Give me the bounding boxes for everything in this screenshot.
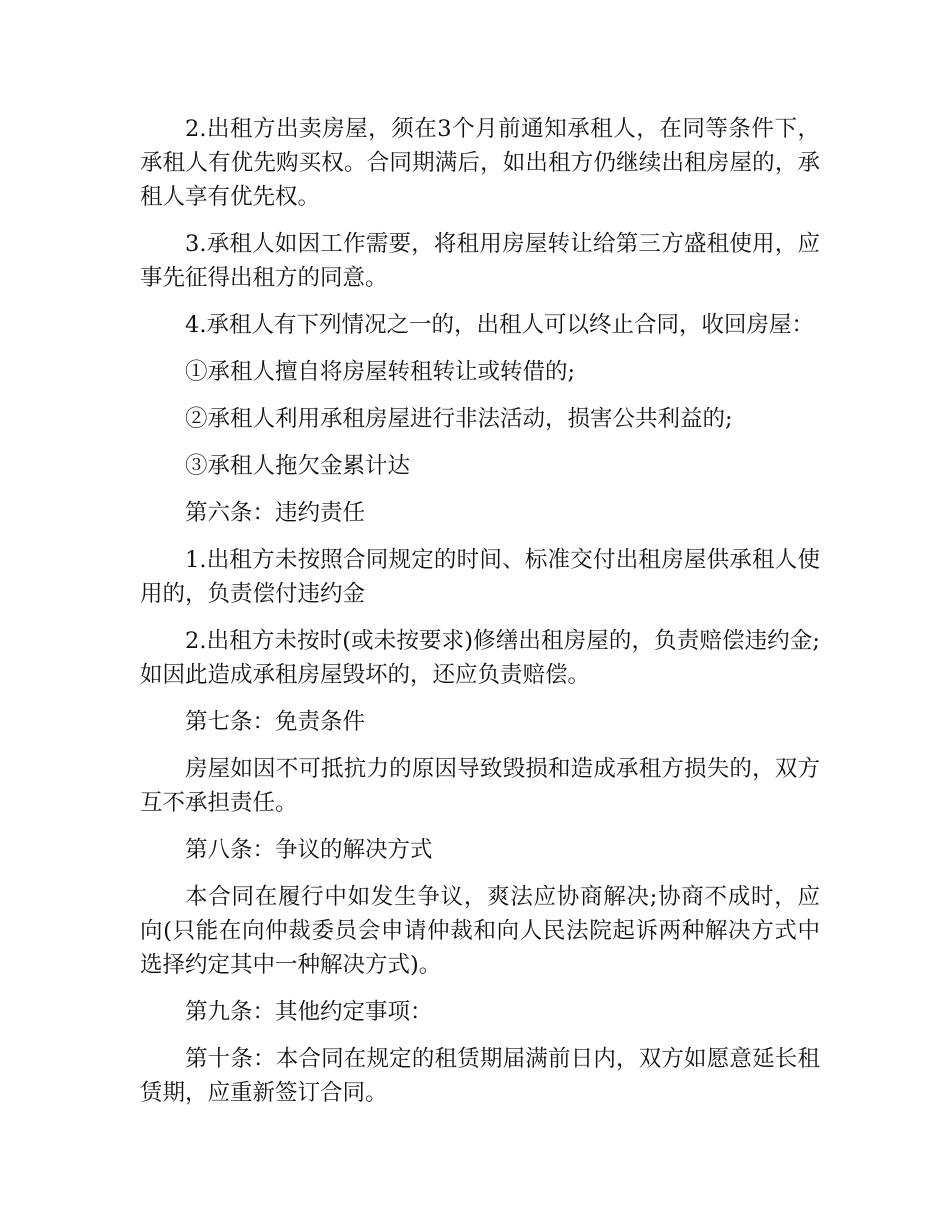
clause-2-sale-notice: 2.出租方出卖房屋，须在3个月前通知承租人，在同等条件下，承租人有优先购买权。合同期满后，如出租方仍继续出租房屋的，承租人享有优先权。 [140, 116, 820, 210]
article-8-body: 本合同在履行中如发生争议，爽法应协商解决;协商不成时，应向(只能在向仲裁委员会申请仲裁和向人民法院起诉两种解决方式中选择约定其中一种解决方式)。 [140, 884, 820, 978]
article-6-item-1: 1.出租方未按照合同规定的时间、标准交付出租房屋供承租人使用的，负责偿付违约金 [140, 547, 820, 607]
termination-item-1: ①承租人擅自将房屋转租转让或转借的; [185, 359, 576, 385]
article-6-item-2: 2.出租方未按时(或未按要求)修缮出租房屋的，负责赔偿违约金;如因此造成承租房屋毁坏的，还应负责赔偿。 [140, 628, 820, 688]
article-8-heading: 第八条：争议的解决方式 [185, 837, 433, 863]
clause-4-termination: 4.承租人有下列情况之一的，出租人可以终止合同，收回房屋： [185, 312, 814, 338]
article-7-heading: 第七条：免责条件 [185, 709, 366, 735]
termination-item-3: ③承租人拖欠金累计达 [185, 453, 411, 479]
document-page [140, 112, 820, 1123]
article-10-body: 第十条：本合同在规定的租赁期届满前日内，双方如愿意延长租赁期，应重新签订合同。 [140, 1046, 820, 1106]
article-9-heading: 第九条：其他约定事项： [185, 999, 433, 1025]
termination-item-2: ②承租人利用承租房屋进行非法活动，损害公共利益的; [185, 406, 733, 432]
clause-3-sublet-consent: 3.承租人如因工作需要，将租用房屋转让给第三方盛租使用，应事先征得出租方的同意。 [140, 231, 820, 291]
article-6-heading: 第六条：违约责任 [185, 500, 366, 526]
article-7-body: 房屋如因不可抵抗力的原因导致毁损和造成承租方损失的，双方互不承担责任。 [140, 756, 820, 816]
